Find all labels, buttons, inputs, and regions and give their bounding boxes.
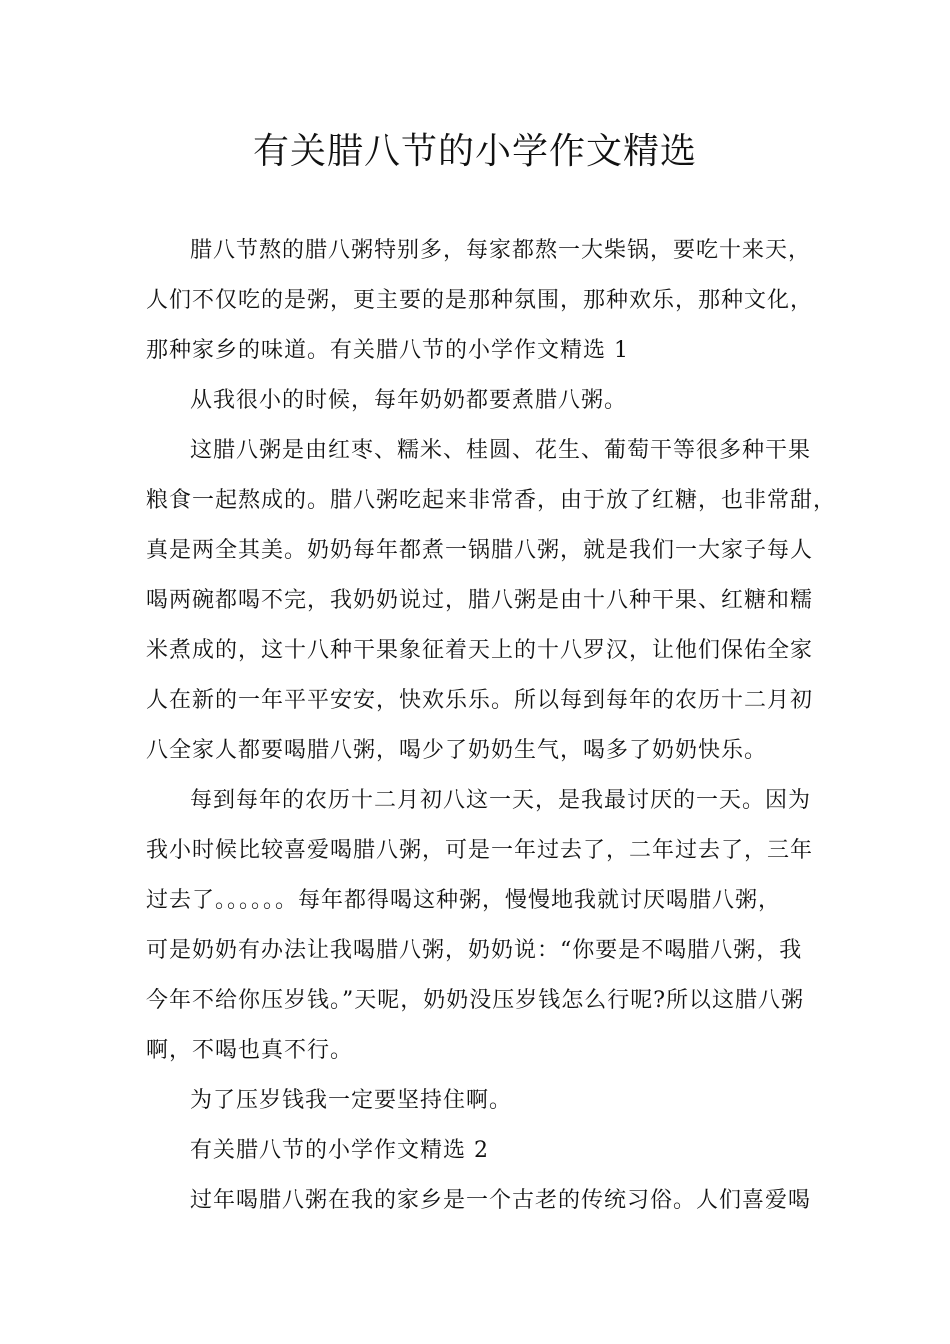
section-heading-2: 有关腊八节的小学作文精选 2 [190,1138,489,1163]
body-line-18: 为了压岁钱我一定要坚持住啊。 [190,1088,513,1113]
body-line-9: 米煮成的，这十八种干果象征着天上的十八罗汉，让他们保佑全家 [146,638,814,663]
body-line-10: 人在新的一年平平安安，快欢乐乐。所以每到每年的农历十二月初 [146,688,814,713]
body-line-4: 从我很小的时候，每年奶奶都要煮腊八粥。 [190,388,628,413]
body-line-14: 过去了。。。。。。每年都得喝这种粥，慢慢地我就讨厌喝腊八粥， [146,888,782,913]
body-line-11: 八全家人都要喝腊八粥，喝少了奶奶生气，喝多了奶奶快乐。 [146,738,768,763]
body-line-1: 腊八节熬的腊八粥特别多，每家都熬一大柴锅，要吃十来天， [190,238,812,263]
body-line-16: 今年不给你压岁钱。”天呢，奶奶没压岁钱怎么行呢?所以这腊八粥 [146,988,805,1013]
body-line-17: 啊，不喝也真不行。 [146,1038,354,1063]
body-line-20: 过年喝腊八粥在我的家乡是一个古老的传统习俗。人们喜爱喝 [190,1188,812,1213]
body-line-15: 可是奶奶有办法让我喝腊八粥，奶奶说：“你要是不喝腊八粥，我 [146,938,803,963]
body-line-5: 这腊八粥是由红枣、糯米、桂圆、花生、葡萄干等很多种干果 [190,438,812,463]
body-line-8: 喝两碗都喝不完，我奶奶说过，腊八粥是由十八种干果、红糖和糯 [146,588,814,613]
body-line-13: 我小时候比较喜爱喝腊八粥，可是一年过去了，二年过去了，三年 [146,838,814,863]
document-title: 有关腊八节的小学作文精选 [252,131,697,172]
body-line-2: 人们不仅吃的是粥，更主要的是那种氛围，那种欢乐，那种文化， [146,288,814,313]
body-line-3: 那种家乡的味道。有关腊八节的小学作文精选 1 [146,338,629,363]
body-line-12: 每到每年的农历十二月初八这一天，是我最讨厌的一天。因为 [190,788,812,813]
body-line-7: 真是两全其美。奶奶每年都煮一锅腊八粥，就是我们一大家子每人 [146,538,814,563]
body-line-6: 粮食一起熬成的。腊八粥吃起来非常香，由于放了红糖，也非常甜， [146,488,837,513]
